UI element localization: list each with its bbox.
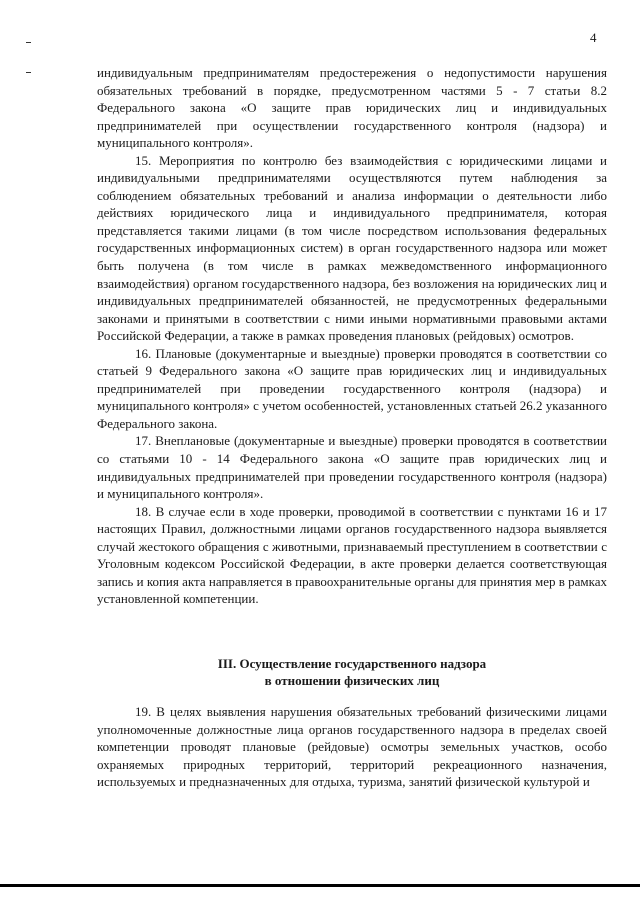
section-heading — [97, 655, 607, 689]
margin-mark — [26, 72, 31, 73]
document-body-top — [97, 64, 607, 608]
paragraph-19: 19. В целях выявления нарушения обязательных требований физическими лицами уполномоченные должностные лица органов государственного надзора в пределах своей компетенции проводят плановые (рейдовые) осмотры земельных участков, особо охраняемых природных территорий, территорий рекреационного назначения, используемых и предназначенных для отдыха, туризма, занятий физической культурой и — [97, 704, 607, 790]
paragraph-16: 16. Плановые (документарные и выездные) проверки проводятся в соответствии со статьей 9 Федерального закона «О защите прав юридических лиц и индивидуальных предпринимателей при проведении государственного контроля (надзора) и муниципального контроля» с учетом особенностей, установленных статьей 26.2 указанного Федерального закона. — [97, 345, 607, 431]
document-body-bottom — [97, 703, 607, 791]
paragraph-15: 15. Мероприятия по контролю без взаимодействия с юридическими лицами и индивидуальными предпринимателями осуществляются путем наблюдения за соблюдением обязательных требований и анализа информации о деятельности либо действиях юридического лица и индивидуального предпринимателя, которая представляется такими лицами (в том числе посредством использования федеральных государственных информационных систем) в орган государственного надзора или может быть получена (в том числе в рамках межведомственного информационного взаимодействия) органом государственного надзора, без возложения на юридических лиц и индивидуальных предпринимателей обязанностей, не предусмотренных федеральными законами и принятыми в соответствии с ними иными нормативными правовыми актами Российской Федерации, а также в рамках проведения плановых (рейдовых) осмотров. — [97, 152, 607, 344]
page-number: 4 — [590, 30, 597, 45]
paragraph-17: 17. Внеплановые (документарные и выездные) проверки проводятся в соответствии со статьями 10 - 14 Федерального закона «О защите прав юридических лиц и индивидуальных предпринимателей при проведении государственного контроля (надзора) и муниципального контроля». — [97, 433, 607, 502]
paragraph-18: 18. В случае если в ходе проверки, проводимой в соответствии с пунктами 16 и 17 настоящих Правил, должностными лицами органов государственного надзора выявляется случай жестокого обращения с животными, признаваемый преступлением в соответствии с Уголовным кодексом Российской Федерации, в акте проверки делается соответствующая запись и копия акта направляется в правоохранительные органы для принятия мер в рамках установленной компетенции. — [97, 503, 607, 607]
scan-bottom-edge — [0, 884, 640, 887]
section-heading-line-1: III. Осуществление государственного надзора — [217, 656, 487, 671]
section-heading-line-2: в отношении физических лиц — [264, 673, 440, 688]
paragraph-continuation: индивидуальным предпринимателям предостережения о недопустимости нарушения обязательных требований в порядке, предусмотренном частями 5 - 7 статьи 8.2 Федерального закона «О защите прав юридических лиц и индивидуальных предпринимателей при осуществлении государственного контроля (надзора) и муниципального контроля». — [97, 65, 607, 151]
margin-mark — [26, 42, 31, 43]
